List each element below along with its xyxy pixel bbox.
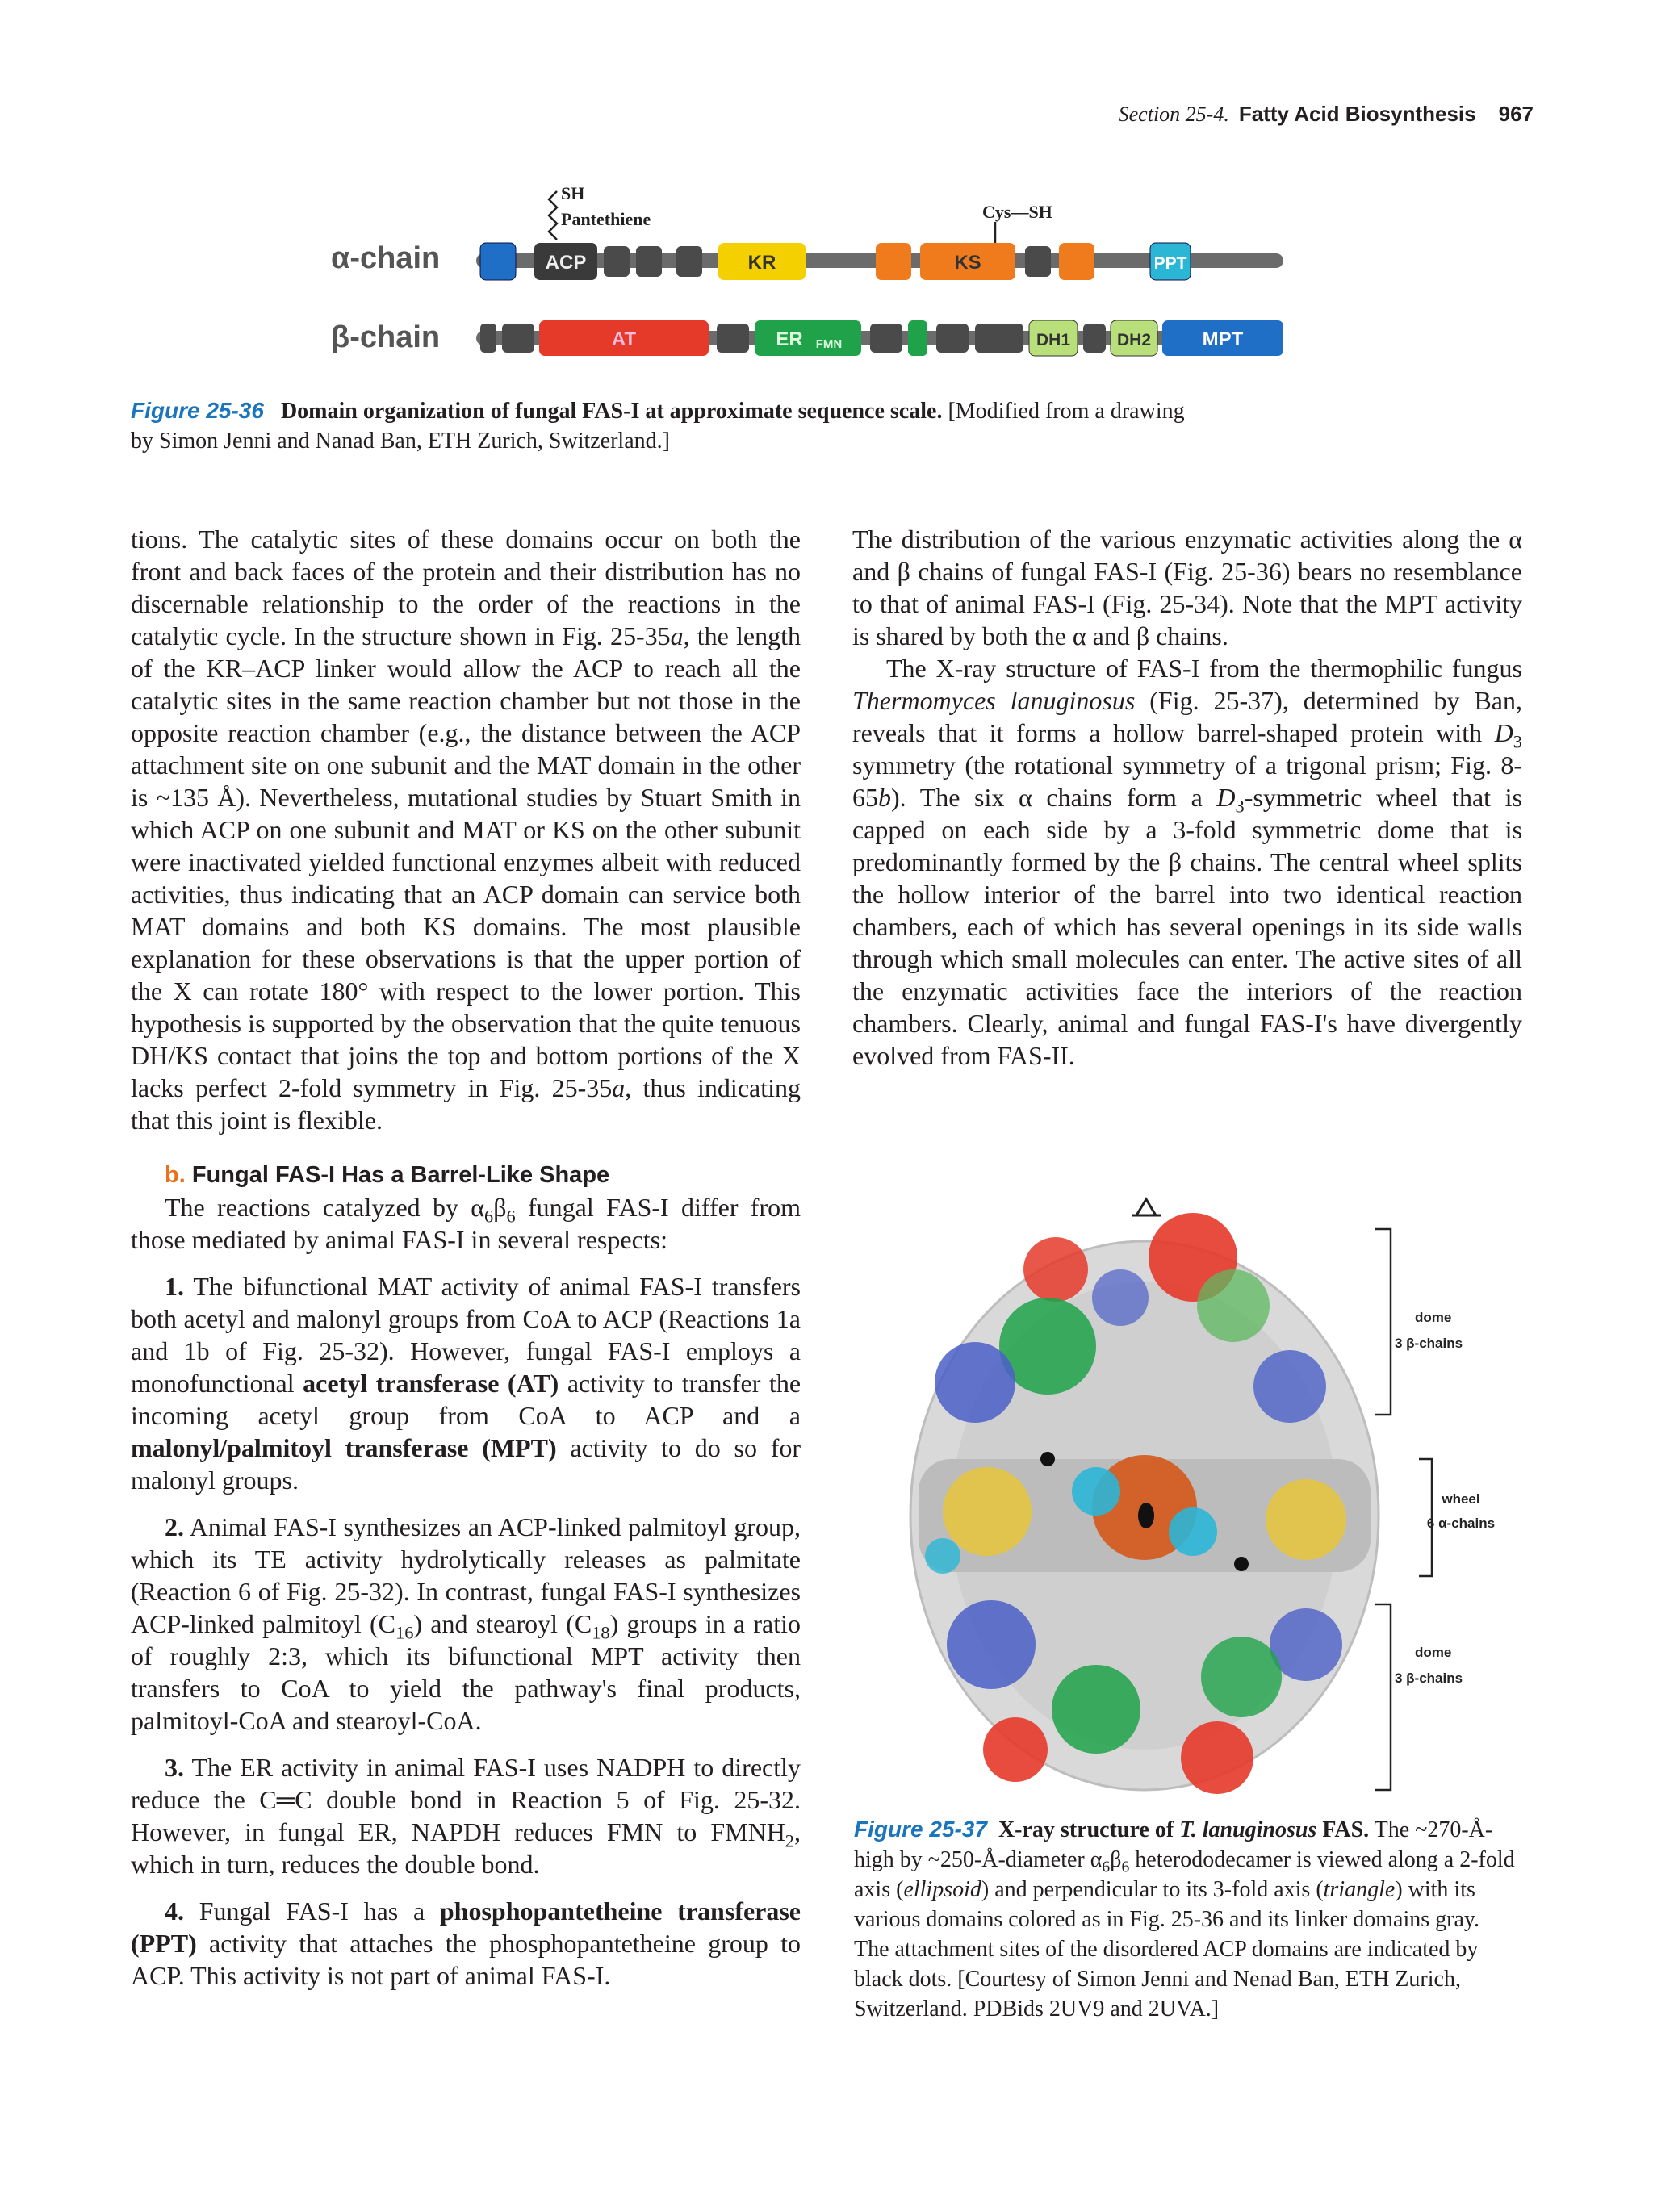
figure-credit: [Modified from a drawing by Simon Jenni and Nanad Ban, ETH Zurich, Switzerland.] — [131, 399, 1185, 454]
blue-domain — [1253, 1350, 1326, 1423]
wheel-label: wheel — [1442, 1491, 1480, 1507]
alpha-linker-4 — [1025, 246, 1051, 277]
blue-domain — [935, 1342, 1015, 1423]
er-domain — [755, 320, 861, 356]
list-item: 4. Fungal FAS-I has a phosphopantetheine transferase (PPT) activity that attaches the phosphopantetheine group to ACP. This activity is not part of animal FAS-I. — [131, 1896, 801, 1990]
paragraph: The X-ray structure of FAS-I from the thermophilic fungus Thermomyces lanuginosus (Fig. 25-37), determined by Ban, reveals that it forms a hollow barrel-shaped protein with $D_3$ symmetry (the rotational symmetry of a trigonal prism; Fig. 8-65b). The six α chains form a $D_3$-symmetric wheel that is capped on each side by a 3-fold symmetric dome that is predominantly formed by the β chains. The central wheel splits the hollow interior of the barrel into two identical reaction chambers, each of which has several openings in its side walls through which small molecules can enter. The active sites of all the enzymatic activities face the interiors of the reaction chambers. Clearly, animal and fungal FAS-I's have divergently evolved from FAS-II. — [852, 654, 1523, 1070]
page-number: 967 — [1498, 102, 1534, 126]
ks-label: KS — [954, 252, 981, 274]
green-domain — [1201, 1637, 1282, 1717]
acp-label: ACP — [545, 252, 587, 274]
fas-structure-figure — [854, 1193, 1500, 1806]
figure-25-37-caption: Figure 25-37 X-ray structure of T. lanuginosus FAS. The ~270-Å-high by ~250-Å-diameter $\alpha_6\beta_6$ heterododecamer is viewed along a 2-fold axis (ellipsoid) and perpendicular to its 3-fold axis (triangle) with its various domains colored as in Fig. 25-36 and its linker domains gray. The attachment sites of the disordered ACP domains are indicated by black dots. [Courtesy of Simon Jenni and Nenad Ban, ETH Zurich, Switzerland. PDBids 2UV9 and 2UVA.] — [854, 1817, 1515, 2022]
alpha-n-domain — [480, 243, 516, 280]
beta-linker-1 — [502, 324, 534, 353]
cys-sh-label: Cys—SH — [982, 202, 1052, 222]
beta-linker-2 — [717, 324, 749, 353]
yellow-domain — [943, 1467, 1032, 1556]
subsection-heading: b. Fungal FAS-I Has a Barrel-Like Shape — [165, 1162, 610, 1188]
right-column — [852, 523, 1522, 1072]
dome-chains-label: 3 β-chains — [1395, 1670, 1463, 1686]
figure-25-36-caption — [131, 395, 1196, 456]
section-number: Section 25-4. — [1118, 102, 1229, 126]
wheel-chains-label: 6 α-chains — [1426, 1516, 1496, 1531]
kr-label: KR — [747, 252, 776, 274]
blue-domain — [947, 1600, 1036, 1689]
left-column — [131, 523, 801, 1992]
figure-title: Domain organization of fungal FAS-I at approximate sequence scale. — [280, 399, 943, 424]
er-label: ER — [776, 328, 803, 350]
cyan-domain — [925, 1538, 960, 1574]
sh-label: SH — [561, 183, 585, 203]
blue-domain — [1092, 1269, 1149, 1326]
alpha-orange-2 — [1059, 243, 1094, 280]
beta-chain-label: β-chain — [331, 320, 441, 354]
acp-site-dot — [1234, 1557, 1249, 1571]
section-title: Fatty Acid Biosynthesis — [1238, 102, 1476, 126]
threefold-axis-triangle-icon — [1136, 1199, 1156, 1215]
green-domain — [1052, 1665, 1140, 1754]
dh2-label: DH2 — [1116, 331, 1152, 349]
red-domain — [1023, 1237, 1088, 1302]
alpha-linker-1 — [604, 246, 630, 277]
paragraph: tions. The catalytic sites of these domains occur on both the front and back faces of the protein and their distribution has no discernable relationship to the order of the reactions in the catalytic cycle. In the structure shown in Fig. 25-35a, the length of the KR–ACP linker would allow the ACP to reach all the catalytic sites in the same reaction chamber but not those in the opposite reaction chamber (e.g., the distance between the ACP attachment site on one subunit and the MAT domain in the other is ~135 Å). Nevertheless, mutational studies by Stuart Smith in which ACP on one subunit and MAT or KS on the other subunit were inactivated yielded functional enzymes albeit with reduced activities, thus indicating that an ACP domain can service both MAT domains and both KS domains. The most plausible explanation for these observations is that the upper portion of the X can rotate 180° with respect to the lower portion. This hypothesis is supported by the observation that the quite tenuous DH/KS contact that joins the top and bottom portions of the X lacks perfect 2-fold symmetry in Fig. 25-35a, thus indicating that this joint is flexible. — [131, 525, 801, 1135]
list-item: 1. The bifunctional MAT activity of animal FAS-I transfers both acetyl and malonyl groups from CoA to ACP (Reactions 1a and 1b of Fig. 25-32). However, fungal FAS-I employs a monofunctional acetyl transferase (AT) activity to transfer the incoming acetyl group from CoA to ACP and a malonyl/palmitoyl transferase (MPT) activity to do so for malonyl groups. — [131, 1272, 801, 1495]
pantethiene-squiggle — [549, 191, 557, 240]
domain-organization-diagram — [315, 182, 1324, 375]
beta-linker-5 — [975, 324, 1023, 353]
figure-label: Figure 25-37 — [854, 1817, 987, 1842]
dome-chains-label: 3 β-chains — [1395, 1336, 1463, 1351]
beta-n-stub — [480, 324, 496, 353]
beta-linker-4 — [936, 324, 969, 353]
paragraph: The reactions catalyzed by $\alpha_6\beta_6$ fungal FAS-I differ from those mediated by animal FAS-I in several respects: — [131, 1193, 801, 1254]
pantethiene-label: Pantethiene — [561, 209, 651, 229]
cyan-domain — [1072, 1467, 1120, 1516]
ppt-label: PPT — [1153, 254, 1187, 273]
alpha-linker-2 — [636, 246, 662, 277]
list-item: 2. Animal FAS-I synthesizes an ACP-linked palmitoyl group, which its TE activity hydrolytically releases as palmitate (Reaction 6 of Fig. 25-32). In contrast, fungal FAS-I synthesizes ACP-linked palmitoyl $(C_{16})$ and stearoyl $(C_{18})$ groups in a ratio of roughly 2:3, which its bifunctional MPT activity then transfers to CoA to yield the pathway's final products, palmitoyl-CoA and stearoyl-CoA. — [131, 1512, 801, 1735]
figure-label: Figure 25-36 — [131, 398, 264, 423]
red-domain — [1181, 1721, 1253, 1794]
dome-label: dome — [1415, 1645, 1452, 1660]
running-header — [1065, 102, 1534, 134]
at-label: AT — [611, 328, 637, 350]
list-item: 3. The ER activity in animal FAS-I uses NADPH to directly reduce the C═C double bond in Reaction 5 of Fig. 25-32. However, in fungal ER, NAPDH reduces FMN to $FMNH_2$, which in turn, reduces the double bond. — [131, 1753, 801, 1879]
dome-top-bracket — [1375, 1229, 1391, 1415]
red-domain — [983, 1717, 1048, 1782]
dome-bottom-bracket — [1375, 1604, 1391, 1790]
cyan-domain — [1169, 1507, 1217, 1556]
mpt-label: MPT — [1202, 328, 1244, 350]
dome-label: dome — [1415, 1310, 1452, 1325]
yellow-domain — [1266, 1479, 1346, 1560]
alpha-linker-3 — [676, 246, 702, 277]
alpha-orange-1 — [876, 243, 911, 280]
beta-linker-3 — [870, 324, 902, 353]
dh1-label: DH1 — [1036, 331, 1071, 349]
acp-site-dot — [1040, 1452, 1055, 1466]
beta-linker-6 — [1083, 324, 1106, 353]
beta-green-small — [908, 320, 927, 356]
paragraph: The distribution of the various enzymatic activities along the α and β chains of fungal FAS-I (Fig. 25-36) bears no resemblance to that of animal FAS-I (Fig. 25-34). Note that the MPT activity is shared by both the α and β chains. — [852, 525, 1522, 650]
twofold-axis-ellipsoid-icon — [1138, 1503, 1154, 1528]
fmn-label: FMN — [815, 337, 843, 351]
alpha-chain-label: α-chain — [331, 241, 441, 275]
green-domain — [1197, 1269, 1270, 1342]
